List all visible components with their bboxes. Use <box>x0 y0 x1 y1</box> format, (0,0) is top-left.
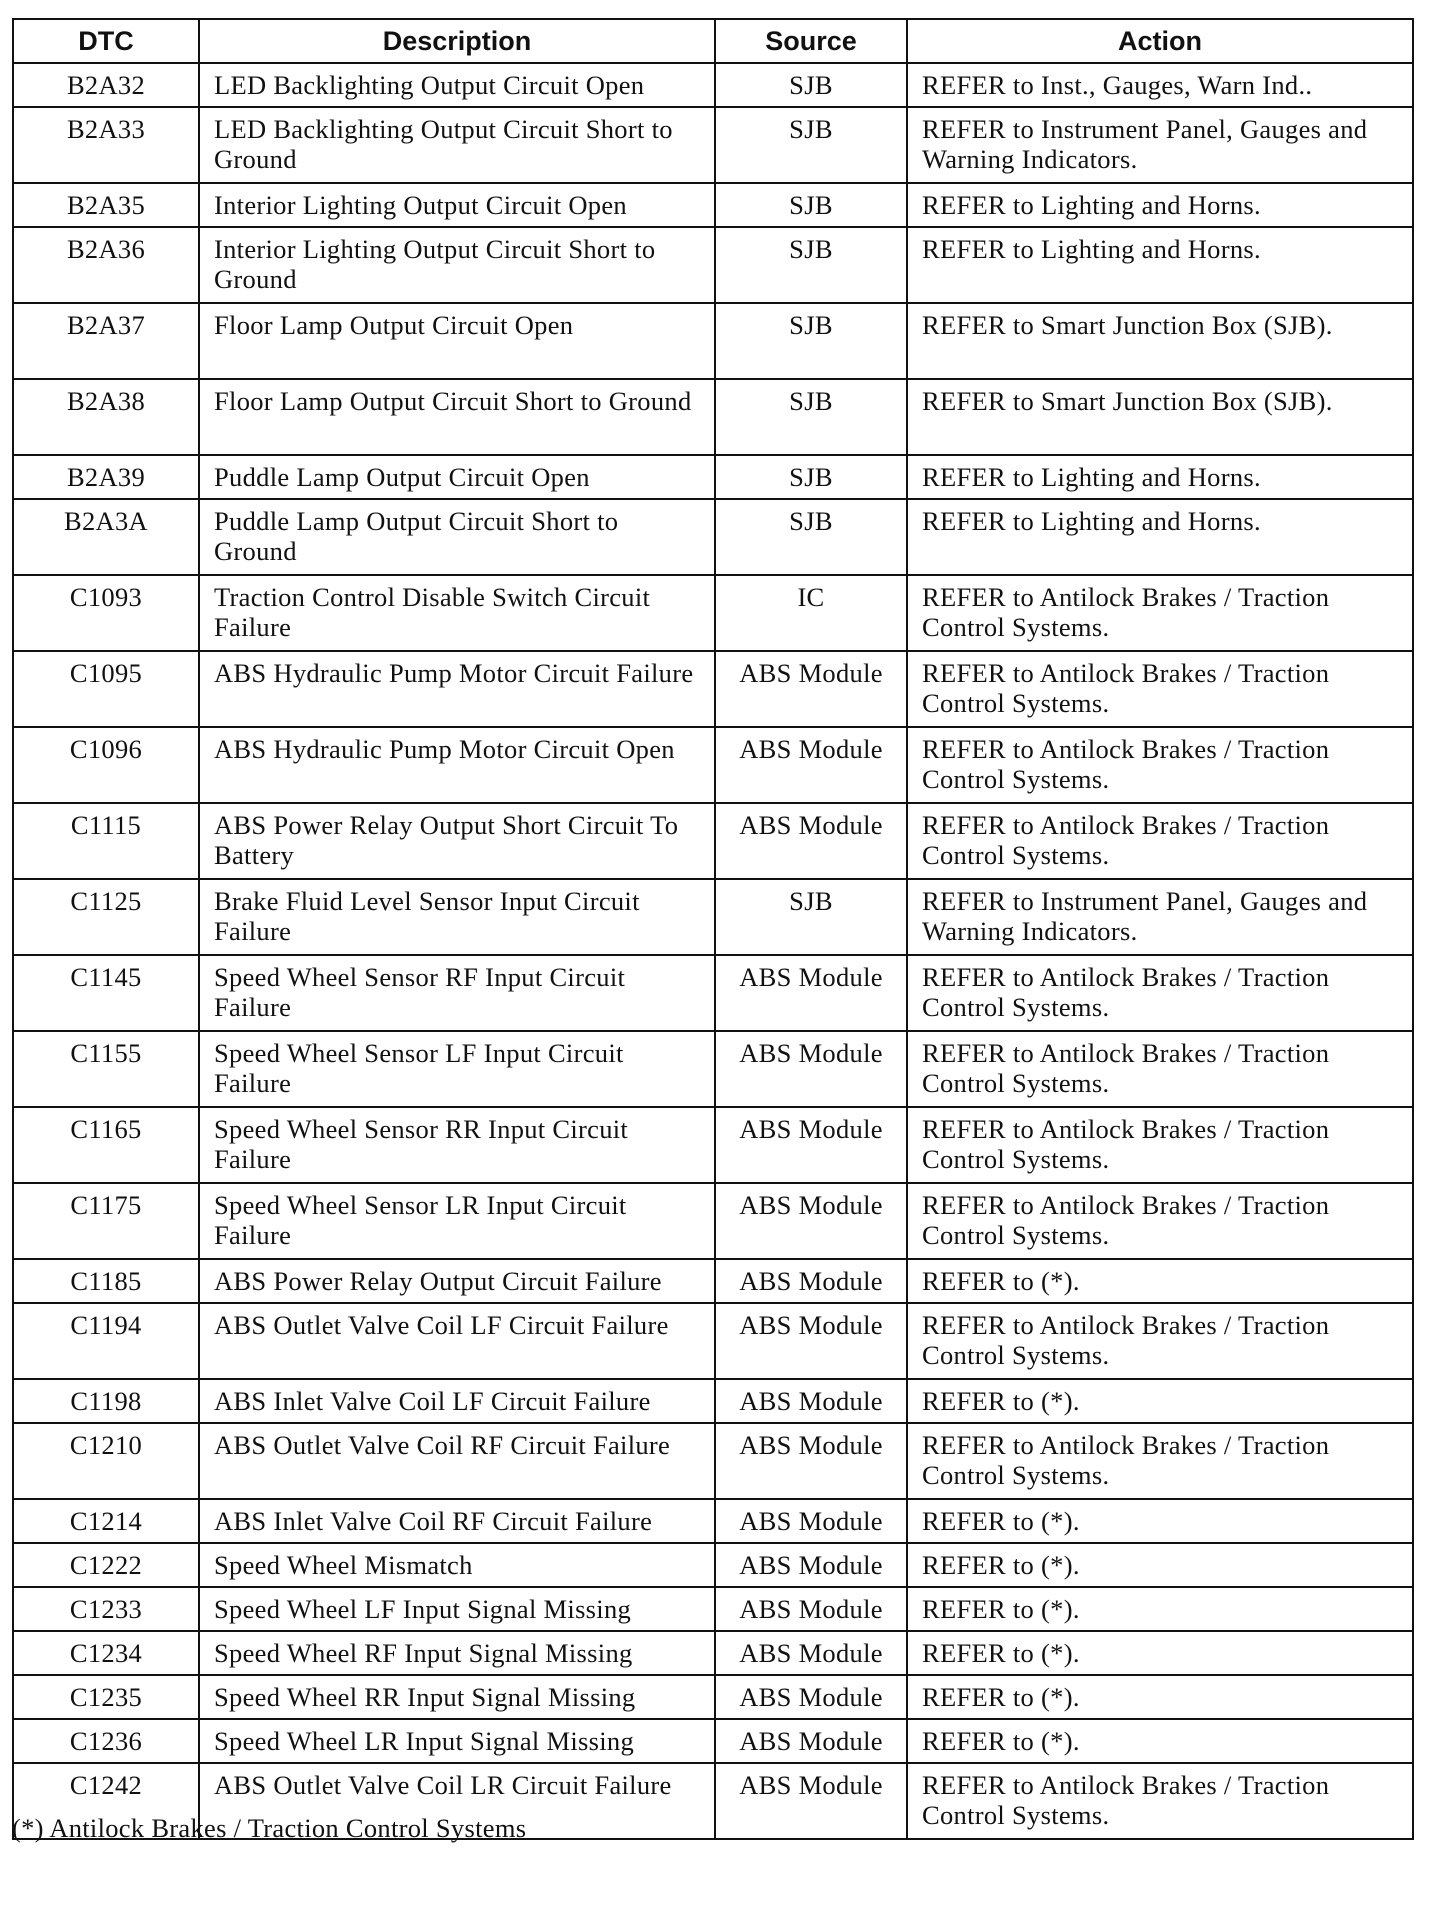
dtc-code: B2A39 <box>13 455 199 499</box>
dtc-action: REFER to Antilock Brakes / Traction Control Systems. <box>907 1107 1413 1183</box>
dtc-action: REFER to (*). <box>907 1631 1413 1675</box>
dtc-description: ABS Outlet Valve Coil LR Circuit Failure <box>199 1763 715 1839</box>
dtc-action: REFER to Lighting and Horns. <box>907 455 1413 499</box>
dtc-source: ABS Module <box>715 1587 907 1631</box>
dtc-action: REFER to Antilock Brakes / Traction Control Systems. <box>907 651 1413 727</box>
table-row <box>13 63 1413 107</box>
dtc-source: ABS Module <box>715 1543 907 1587</box>
table-row <box>13 955 1413 1031</box>
dtc-source: ABS Module <box>715 1379 907 1423</box>
dtc-action: REFER to Lighting and Horns. <box>907 499 1413 575</box>
dtc-source: SJB <box>715 183 907 227</box>
table-row <box>13 879 1413 955</box>
dtc-source: SJB <box>715 879 907 955</box>
dtc-description: Speed Wheel LR Input Signal Missing <box>199 1719 715 1763</box>
dtc-source: ABS Module <box>715 803 907 879</box>
dtc-description: Speed Wheel Sensor RF Input Circuit Failure <box>199 955 715 1031</box>
dtc-action: REFER to Antilock Brakes / Traction Control Systems. <box>907 803 1413 879</box>
dtc-description: ABS Power Relay Output Circuit Failure <box>199 1259 715 1303</box>
dtc-description: Interior Lighting Output Circuit Short to Ground <box>199 227 715 303</box>
dtc-description: ABS Hydraulic Pump Motor Circuit Open <box>199 727 715 803</box>
dtc-code: C1222 <box>13 1543 199 1587</box>
dtc-code: C1096 <box>13 727 199 803</box>
table-row <box>13 651 1413 727</box>
dtc-description: Puddle Lamp Output Circuit Open <box>199 455 715 499</box>
dtc-source: ABS Module <box>715 1031 907 1107</box>
table-row <box>13 1543 1413 1587</box>
table-row <box>13 1587 1413 1631</box>
dtc-action: REFER to Lighting and Horns. <box>907 183 1413 227</box>
dtc-action: REFER to Antilock Brakes / Traction Control Systems. <box>907 1303 1413 1379</box>
dtc-code: C1233 <box>13 1587 199 1631</box>
dtc-action: REFER to (*). <box>907 1543 1413 1587</box>
dtc-description: Speed Wheel Sensor LR Input Circuit Failure <box>199 1183 715 1259</box>
dtc-description: ABS Outlet Valve Coil LF Circuit Failure <box>199 1303 715 1379</box>
dtc-source: ABS Module <box>715 1631 907 1675</box>
header-source: Source <box>715 19 907 63</box>
dtc-action: REFER to Lighting and Horns. <box>907 227 1413 303</box>
dtc-source: SJB <box>715 303 907 379</box>
dtc-action: REFER to Antilock Brakes / Traction Control Systems. <box>907 1031 1413 1107</box>
table-row <box>13 1499 1413 1543</box>
dtc-source: ABS Module <box>715 651 907 727</box>
dtc-action: REFER to Antilock Brakes / Traction Control Systems. <box>907 1183 1413 1259</box>
dtc-action: REFER to (*). <box>907 1675 1413 1719</box>
footnote: (*) Antilock Brakes / Traction Control Systems <box>12 1813 527 1843</box>
dtc-code: C1125 <box>13 879 199 955</box>
dtc-description: LED Backlighting Output Circuit Short to Ground <box>199 107 715 183</box>
dtc-code: B2A3A <box>13 499 199 575</box>
dtc-source: ABS Module <box>715 955 907 1031</box>
table-row <box>13 303 1413 379</box>
table-row <box>13 1631 1413 1675</box>
dtc-description: ABS Hydraulic Pump Motor Circuit Failure <box>199 651 715 727</box>
dtc-code: C1185 <box>13 1259 199 1303</box>
dtc-source: ABS Module <box>715 1183 907 1259</box>
dtc-description: Puddle Lamp Output Circuit Short to Ground <box>199 499 715 575</box>
dtc-description: Speed Wheel RR Input Signal Missing <box>199 1675 715 1719</box>
dtc-code: C1115 <box>13 803 199 879</box>
dtc-description: Brake Fluid Level Sensor Input Circuit Failure <box>199 879 715 955</box>
table-row <box>13 1183 1413 1259</box>
table-row <box>13 1303 1413 1379</box>
dtc-code: C1175 <box>13 1183 199 1259</box>
table-row <box>13 575 1413 651</box>
dtc-description: Speed Wheel Sensor LF Input Circuit Failure <box>199 1031 715 1107</box>
table-row <box>13 379 1413 455</box>
dtc-description: ABS Power Relay Output Short Circuit To Battery <box>199 803 715 879</box>
dtc-code: C1198 <box>13 1379 199 1423</box>
dtc-source: SJB <box>715 107 907 183</box>
dtc-code: C1214 <box>13 1499 199 1543</box>
dtc-action: REFER to Instrument Panel, Gauges and Warning Indicators. <box>907 879 1413 955</box>
dtc-action: REFER to (*). <box>907 1587 1413 1631</box>
table-row <box>13 183 1413 227</box>
dtc-action: REFER to Instrument Panel, Gauges and Warning Indicators. <box>907 107 1413 183</box>
dtc-description: LED Backlighting Output Circuit Open <box>199 63 715 107</box>
dtc-description: Interior Lighting Output Circuit Open <box>199 183 715 227</box>
dtc-code: C1210 <box>13 1423 199 1499</box>
dtc-action: REFER to Antilock Brakes / Traction Control Systems. <box>907 1763 1413 1839</box>
table-row <box>13 727 1413 803</box>
dtc-code: C1145 <box>13 955 199 1031</box>
dtc-action: REFER to Smart Junction Box (SJB). <box>907 303 1413 379</box>
dtc-action: REFER to (*). <box>907 1719 1413 1763</box>
dtc-source: SJB <box>715 227 907 303</box>
dtc-action: REFER to Antilock Brakes / Traction Control Systems. <box>907 955 1413 1031</box>
dtc-code: B2A36 <box>13 227 199 303</box>
table-row <box>13 455 1413 499</box>
dtc-code: B2A35 <box>13 183 199 227</box>
dtc-description: Speed Wheel Mismatch <box>199 1543 715 1587</box>
dtc-code: C1093 <box>13 575 199 651</box>
dtc-source: ABS Module <box>715 1107 907 1183</box>
dtc-source: SJB <box>715 379 907 455</box>
dtc-description: ABS Inlet Valve Coil LF Circuit Failure <box>199 1379 715 1423</box>
table-row <box>13 1675 1413 1719</box>
dtc-source: SJB <box>715 455 907 499</box>
dtc-description: Speed Wheel LF Input Signal Missing <box>199 1587 715 1631</box>
dtc-source: ABS Module <box>715 1423 907 1499</box>
dtc-description: Floor Lamp Output Circuit Open <box>199 303 715 379</box>
dtc-code: C1242 <box>13 1763 199 1839</box>
dtc-description: Speed Wheel Sensor RR Input Circuit Failure <box>199 1107 715 1183</box>
dtc-code: C1234 <box>13 1631 199 1675</box>
table-row <box>13 803 1413 879</box>
dtc-source: ABS Module <box>715 1259 907 1303</box>
table-row <box>13 1379 1413 1423</box>
dtc-source: ABS Module <box>715 727 907 803</box>
dtc-code: C1165 <box>13 1107 199 1183</box>
dtc-action: REFER to Inst., Gauges, Warn Ind.. <box>907 63 1413 107</box>
dtc-description: ABS Outlet Valve Coil RF Circuit Failure <box>199 1423 715 1499</box>
dtc-code: B2A33 <box>13 107 199 183</box>
table-header-row <box>13 19 1413 63</box>
table-row <box>13 1031 1413 1107</box>
dtc-code: B2A38 <box>13 379 199 455</box>
table-row <box>13 1259 1413 1303</box>
table-row <box>13 1423 1413 1499</box>
dtc-action: REFER to Smart Junction Box (SJB). <box>907 379 1413 455</box>
document-page <box>12 18 1412 1840</box>
header-action: Action <box>907 19 1413 63</box>
dtc-source: SJB <box>715 499 907 575</box>
dtc-description: Speed Wheel RF Input Signal Missing <box>199 1631 715 1675</box>
dtc-code: C1194 <box>13 1303 199 1379</box>
dtc-source: ABS Module <box>715 1763 907 1839</box>
dtc-action: REFER to Antilock Brakes / Traction Control Systems. <box>907 575 1413 651</box>
table-row <box>13 1719 1413 1763</box>
table-row <box>13 1107 1413 1183</box>
dtc-description: ABS Inlet Valve Coil RF Circuit Failure <box>199 1499 715 1543</box>
table-row <box>13 499 1413 575</box>
dtc-source: SJB <box>715 63 907 107</box>
dtc-source: ABS Module <box>715 1719 907 1763</box>
table-row <box>13 227 1413 303</box>
dtc-action: REFER to Antilock Brakes / Traction Control Systems. <box>907 727 1413 803</box>
header-description: Description <box>199 19 715 63</box>
dtc-description: Floor Lamp Output Circuit Short to Ground <box>199 379 715 455</box>
dtc-action: REFER to (*). <box>907 1259 1413 1303</box>
dtc-action: REFER to (*). <box>907 1379 1413 1423</box>
dtc-action: REFER to Antilock Brakes / Traction Control Systems. <box>907 1423 1413 1499</box>
dtc-source: ABS Module <box>715 1303 907 1379</box>
dtc-source: IC <box>715 575 907 651</box>
dtc-code: B2A37 <box>13 303 199 379</box>
dtc-code: C1236 <box>13 1719 199 1763</box>
dtc-code: B2A32 <box>13 63 199 107</box>
dtc-table <box>12 18 1414 1840</box>
dtc-action: REFER to (*). <box>907 1499 1413 1543</box>
dtc-code: C1095 <box>13 651 199 727</box>
dtc-source: ABS Module <box>715 1499 907 1543</box>
dtc-code: C1155 <box>13 1031 199 1107</box>
header-dtc: DTC <box>13 19 199 63</box>
dtc-source: ABS Module <box>715 1675 907 1719</box>
dtc-description: Traction Control Disable Switch Circuit Failure <box>199 575 715 651</box>
table-row <box>13 107 1413 183</box>
dtc-code: C1235 <box>13 1675 199 1719</box>
